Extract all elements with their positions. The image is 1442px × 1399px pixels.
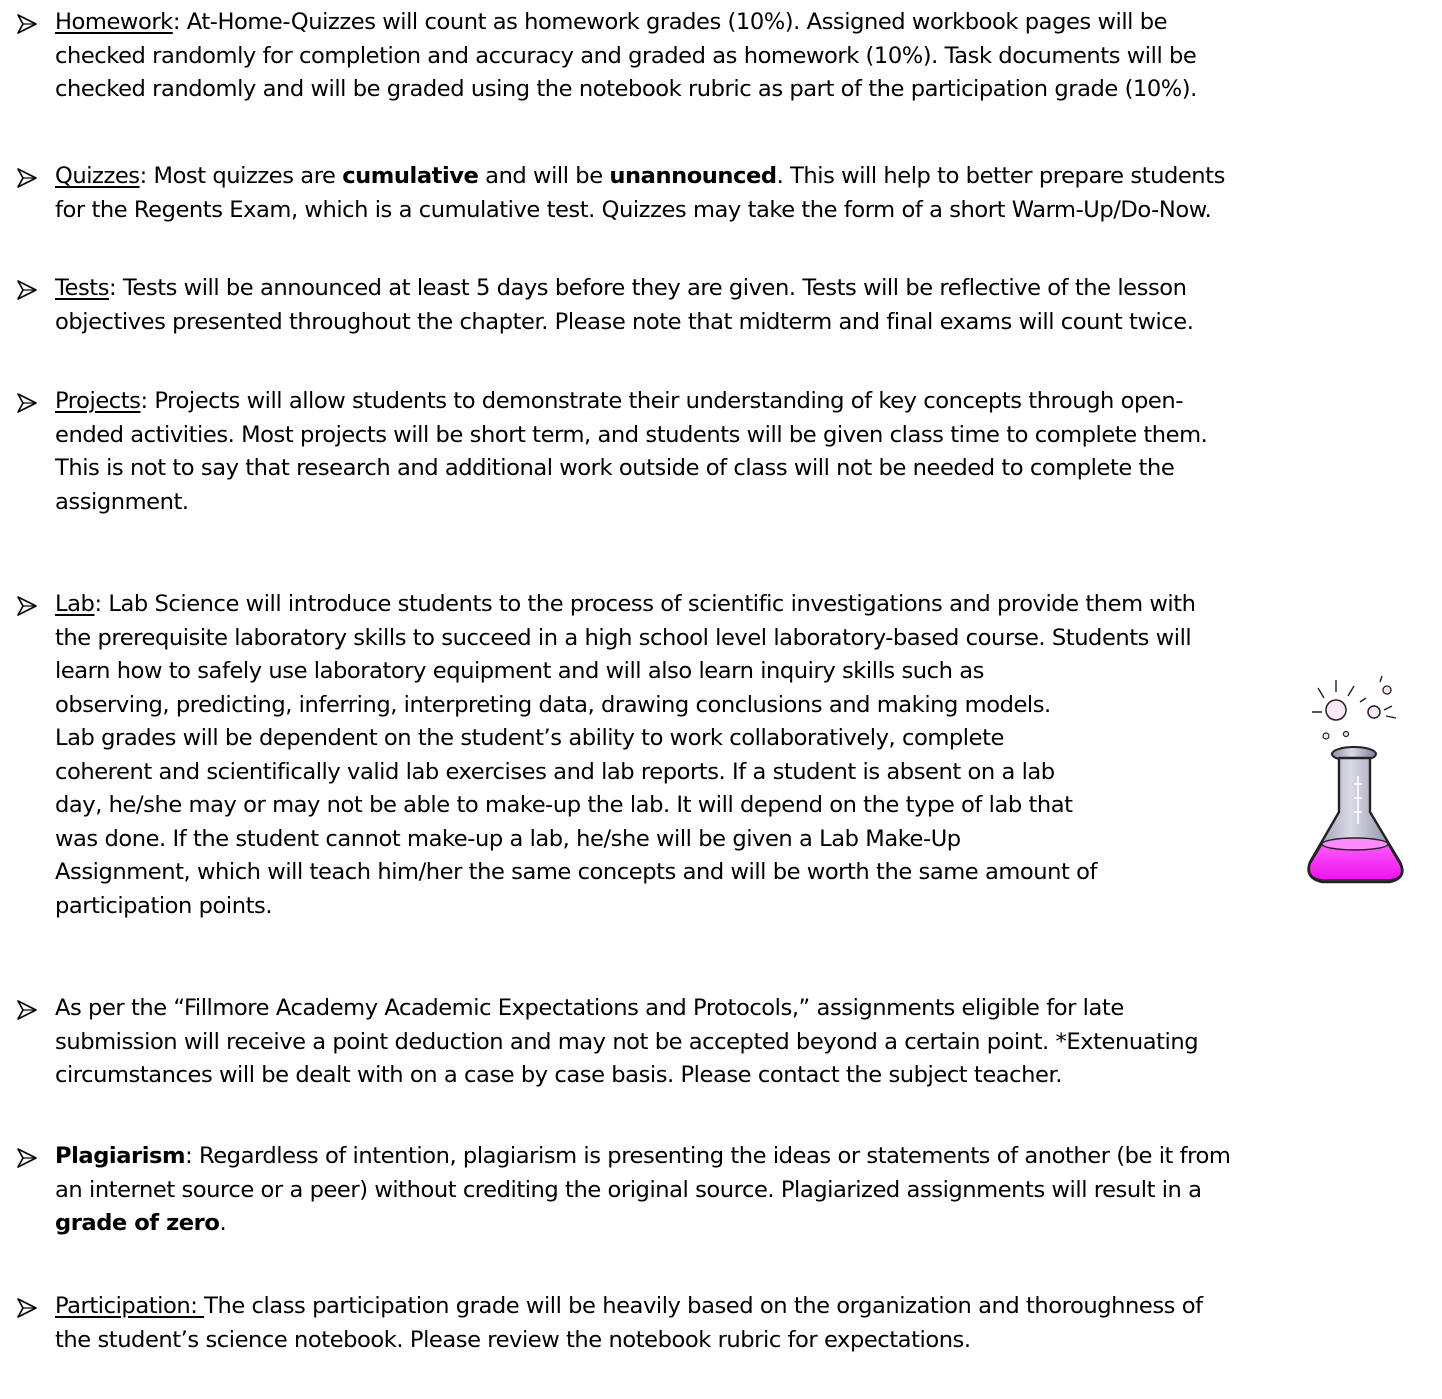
- plagiarism-line-2: an internet source or a peer) without crediting the original source. Plagiarized assignments will result in a: [55, 1176, 1202, 1203]
- arrow-bullet-icon: [16, 278, 38, 302]
- lab-line-3: learn how to safely use laboratory equipment and will also learn inquiry skills such as: [55, 658, 984, 684]
- late-line-1: As per the “Fillmore Academy Academic Expectations and Protocols,” assignments eligible for late: [55, 995, 1124, 1021]
- arrow-bullet-icon: [16, 166, 38, 190]
- plagiarism-label: Plagiarism: [55, 1143, 186, 1169]
- projects-line-4: assignment.: [55, 488, 189, 515]
- late-line-3: circumstances will be dealt with on a case by case basis. Please contact the subject teacher.: [55, 1062, 1062, 1088]
- arrow-bullet-icon: [16, 998, 38, 1022]
- homework-line-2: checked randomly for completion and accuracy and graded as homework (10%). Task documents will be: [55, 42, 1197, 69]
- lab-line-6: coherent and scientifically valid lab exercises and lab reports. If a student is absent on a lab: [55, 758, 1055, 785]
- lab-line-8: was done. If the student cannot make-up a lab, he/she will be given a Lab Make-Up: [55, 825, 961, 852]
- quizzes-text: . This will help to better prepare students: [776, 163, 1225, 189]
- projects-line-2: ended activities. Most projects will be short term, and students will be given class time to complete them.: [55, 421, 1208, 448]
- plagiarism-line-3-end: .: [219, 1210, 227, 1236]
- lab-line-5: Lab grades will be dependent on the student’s ability to work collaboratively, complete: [55, 725, 1004, 751]
- homework-line-1: At-Home-Quizzes will count as homework grades (10%). Assigned workbook pages will be: [186, 9, 1168, 35]
- flask-icon: [1296, 672, 1420, 892]
- homework-line-3: checked randomly and will be graded using the notebook rubric as part of the participation grade (10%).: [55, 76, 1197, 102]
- unannounced-bold: unannounced: [609, 163, 777, 189]
- policy-document: Homework: At-Home-Quizzes will count as homework grades (10%). Assigned workbook pages will be checked randomly for completion and accuracy and graded as homework (10%). Task documents will be checked randomly and will be graded using the notebook rubric as part of the participation grade (10%). Quizzes: Most quizzes are cumulative and will be unannounced. This will help to better prepare students for the Regents Exam, which is a cumulative test. Quizzes may take the form of a short Warm-Up/Do-Now. Tests: Tests will be announced at least 5 days before they are given. Tests will be reflective of the lesson objectives presented throughout the chapter. Please note that midterm and final exams will count twice. Projects: Projects will allow students to demonstrate their understanding of key concepts through open- ended activities. Most projects will be short term, and students will be given class time to complete them. This is not to say that research and additional work outside of class will not be needed to complete the assignment. Lab: Lab Science will introduce students to the process of scientific investigations and provide them with the prerequisite laboratory skills to succeed in a high school level laboratory-based course. Students will learn how to safely use laboratory equipment and will also learn inquiry skills such as observing, predicting, inferring, interpreting data, drawing conclusions and making models. Lab grades will be dependent on the student’s ability to work collaboratively, complete coherent and scientifically valid lab exercises and lab reports. If a student is absent on a lab day, he/she may or may not be able to make-up the lab. It will depend on the type of lab that was done. If the student cannot make-up a lab, he/she will be given a Lab Make-Up Assignment, which will teach him/her the same concepts and will be worth the same amount of participation points. As per the “Fillmore Academy Academic Expectations and Protocols,” assignments eligible for late submission will receive a point deduction and may not be accepted beyond a certain point. *Extenuating circumstances will be dealt with on a case by case basis. Please contact the subject teacher. Plagiarism: Regardless of intention, plagiarism is presenting the ideas or statements of another (be it from an internet source or a peer) without crediting the original source. Plagiarized assignments will result in a grade of zero. Participation: The class participation grade will be heavily based on the organization and thoroughness of the student’s science notebook. Please review the notebook rubric for expectations.: [0, 0, 1442, 1399]
- participation-label: Participation:: [55, 1293, 205, 1319]
- lab-line-4: observing, predicting, inferring, interpreting data, drawing conclusions and making models.: [55, 691, 1051, 718]
- late-line-2: submission will receive a point deduction and may not be accepted beyond a certain point. *Extenuating: [55, 1028, 1199, 1055]
- arrow-bullet-icon: [16, 594, 38, 618]
- tests-label: Tests: [55, 275, 110, 301]
- quizzes-label: Quizzes: [55, 163, 140, 189]
- plagiarism-line-1: : Regardless of intention, plagiarism is presenting the ideas or statements of another (be it from: [185, 1143, 1231, 1169]
- projects-line-3: This is not to say that research and additional work outside of class will not be needed to complete the: [55, 455, 1175, 481]
- projects-label: Projects: [55, 388, 141, 414]
- arrow-bullet-icon: [16, 1296, 38, 1320]
- lab-line-1: Lab Science will introduce students to the process of scientific investigations and provide them with: [108, 591, 1196, 617]
- tests-line-1: Tests will be announced at least 5 days before they are given. Tests will be reflective of the lesson: [122, 275, 1187, 301]
- tests-line-2: objectives presented throughout the chapter. Please note that midterm and final exams will count twice.: [55, 308, 1194, 335]
- participation-line-2: the student’s science notebook. Please review the notebook rubric for expectations.: [55, 1326, 971, 1353]
- lab-line-7: day, he/she may or may not be able to make-up the lab. It will depend on the type of lab that: [55, 792, 1073, 818]
- arrow-bullet-icon: [16, 1146, 38, 1170]
- homework-label: Homework: [55, 9, 173, 35]
- quizzes-text: : Most quizzes are: [139, 163, 343, 189]
- cumulative-bold: cumulative: [342, 163, 479, 189]
- lab-line-10: participation points.: [55, 892, 273, 919]
- lab-line-9: Assignment, which will teach him/her the same concepts and will be worth the same amount of: [55, 859, 1098, 885]
- arrow-bullet-icon: [16, 12, 38, 36]
- projects-line-1: Projects will allow students to demonstrate their understanding of key concepts through open-: [154, 388, 1183, 414]
- lab-line-2: the prerequisite laboratory skills to succeed in a high school level laboratory-based course. Students will: [55, 624, 1192, 651]
- quizzes-text: and will be: [478, 163, 610, 189]
- lab-label: Lab: [55, 591, 95, 617]
- grade-of-zero-bold: grade of zero: [55, 1210, 220, 1236]
- quizzes-line-2: for the Regents Exam, which is a cumulative test. Quizzes may take the form of a short Warm-Up/Do-Now.: [55, 196, 1212, 223]
- arrow-bullet-icon: [16, 391, 38, 415]
- participation-line-1: The class participation grade will be heavily based on the organization and thoroughness of: [204, 1293, 1203, 1319]
